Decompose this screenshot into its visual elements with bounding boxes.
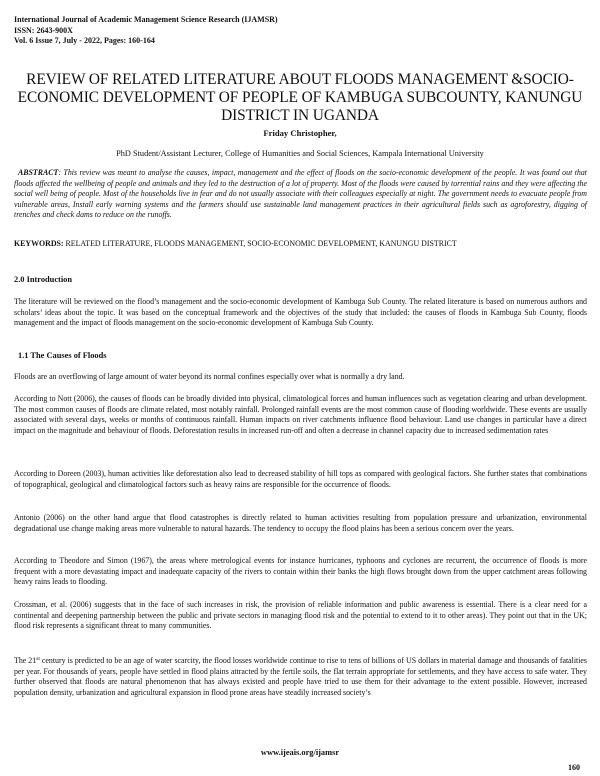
causes-paragraph-5: According to Theodore and Simon (1967), the areas where metrological events for instance hurricanes, typhoons and cyclones are recurrent, the occurrence of floods is more frequent with a more devastating impact and inadequate capacity of the rivers to contain within their banks the high flows brought down from the upper catchment areas following heavy rains leads to flooding. xyxy=(14,556,587,587)
volume-info: Vol. 6 Issue 7, July - 2022, Pages: 160-164 xyxy=(14,36,155,45)
footer-url: www.ijeais.org/ijamsr xyxy=(260,748,340,757)
section-heading-introduction: 2.0 Introduction xyxy=(14,275,73,284)
p7-start: The 21 xyxy=(14,656,37,665)
keywords-text: RELATED LITERATURE, FLOODS MANAGEMENT, SOCIO-ECONOMIC DEVELOPMENT, KANUNGU DISTRICT xyxy=(63,239,457,248)
p7-rest: century is predicted to be an age of water scarcity, the flood losses worldwide continue to rise to tens of billions of US dollars in material damage and thousands of fatalities per year. For thousands of years, people have settled in flood plains attracted by the fertile soils, the flat terrain appropriate for settlements, and they have access to safe water. They further observed that floods are natural phenomenon that has always existed and people have tried to use them for their advantage to the extent possible. However, increased population density, urbanization and agricultural expansion in flood prone areas have steadily increased society’s xyxy=(14,656,587,697)
abstract xyxy=(14,168,587,221)
causes-paragraph-2: According to Nott (2006), the causes of floods can be broadly divided into physical, climatological forces and human influences such as vegetation clearing and urban development. The most common causes of floods are climate related, most notably rainfall. Prolonged rainfall events are the most common cause of flooding worldwide. These events are usually associated with several days, weeks or months of continuous rainfall. Human impacts on river catchments influence flood behaviour. Land use changes in particular have a direct impact on the magnitude and behaviour of floods. Deforestation results in increased run-off and often a decrease in channel capacity due to increased sedimentation rates xyxy=(14,394,587,435)
journal-header xyxy=(14,15,278,47)
author-name: Friday Christopher, xyxy=(263,128,337,138)
issn: ISSN: 2643-900X xyxy=(14,25,73,35)
causes-paragraph-7 xyxy=(14,656,587,698)
p7-superscript: st xyxy=(36,656,40,662)
section-heading-causes: 1.1 The Causes of Floods xyxy=(18,351,107,360)
causes-paragraph-1: Floods are an overflowing of large amount of water beyond its normal confines especially over what is normally a dry land. xyxy=(14,372,405,381)
causes-paragraph-4: Antonio (2006) on the other hand argue that flood catastrophes is directly related to human activities resulting from population pressure and urbanization, environmental degradational use change making areas more vulnerable to natural hazards. The tendency to occupy the flood plains has been a serious concern over the years. xyxy=(14,513,587,533)
introduction-paragraph: The literature will be reviewed on the flood’s management and the socio-economic development of Kambuga Sub County. The related literature is based on numerous authors and scholars’ ideas about the topic. It was based on the conceptual framework and the objectives of the study that included: the causes of floods in Kambuga Sub County, floods management and the impact of floods management on the socio-economic development of Kambuga Sub County. xyxy=(14,297,587,328)
keywords-label: KEYWORDS: xyxy=(14,239,64,248)
abstract-text: : This review was meant to analyse the causes, impact, management and the effect of floods on the socio-economic development of the people. It was found out that floods affected the wellbeing of people and animals and they led to the destruction of a lot of property. Most of the floods were caused by torrential rains and they were affecting the social well being of people. Most of the households live in fear and do not usually associate with their colleagues especially at night. The government needs to evacuate people from vulnerable areas, Install early warning systems and the farmers should use sustainable land management practices in their agricultural fields such as agroforestry, digging of trenches and check dams to reduce on the runoffs. xyxy=(14,168,587,220)
keywords xyxy=(14,239,587,250)
paper-title: REVIEW OF RELATED LITERATURE ABOUT FLOODS MANAGEMENT &SOCIO-ECONOMIC DEVELOPMENT OF PEOPLE OF KAMBUGA SUBCOUNTY, KANUNGU DISTRICT IN UGANDA xyxy=(17,71,583,124)
journal-name: International Journal of Academic Management Science Research (IJAMSR) xyxy=(14,15,278,24)
abstract-label: ABSTRACT xyxy=(18,168,59,177)
causes-paragraph-3: According to Doreen (2003), human activities like deforestation also lead to decreased stability of hill tops as compared with geological factors. She further states that combinations of topographical, geological and climatological factors such as heavy rains are responsible for the occurrence of floods. xyxy=(14,469,587,489)
author-affiliation: PhD Student/Assistant Lecturer, College of Humanities and Social Sciences, Kampala International University xyxy=(116,149,484,158)
page-number: 160 xyxy=(568,763,580,772)
causes-paragraph-6: Crossman, et al. (2006) suggests that in the face of such increases in risk, the provision of reliable information and public awareness is essential. There is a clear need for a continental and deepening partnership between the public and private sectors in managing flood risk and the potential to extend to it to other areas). They point out that in the UK; flood risk represents a significant threat to many communities. xyxy=(14,600,587,631)
